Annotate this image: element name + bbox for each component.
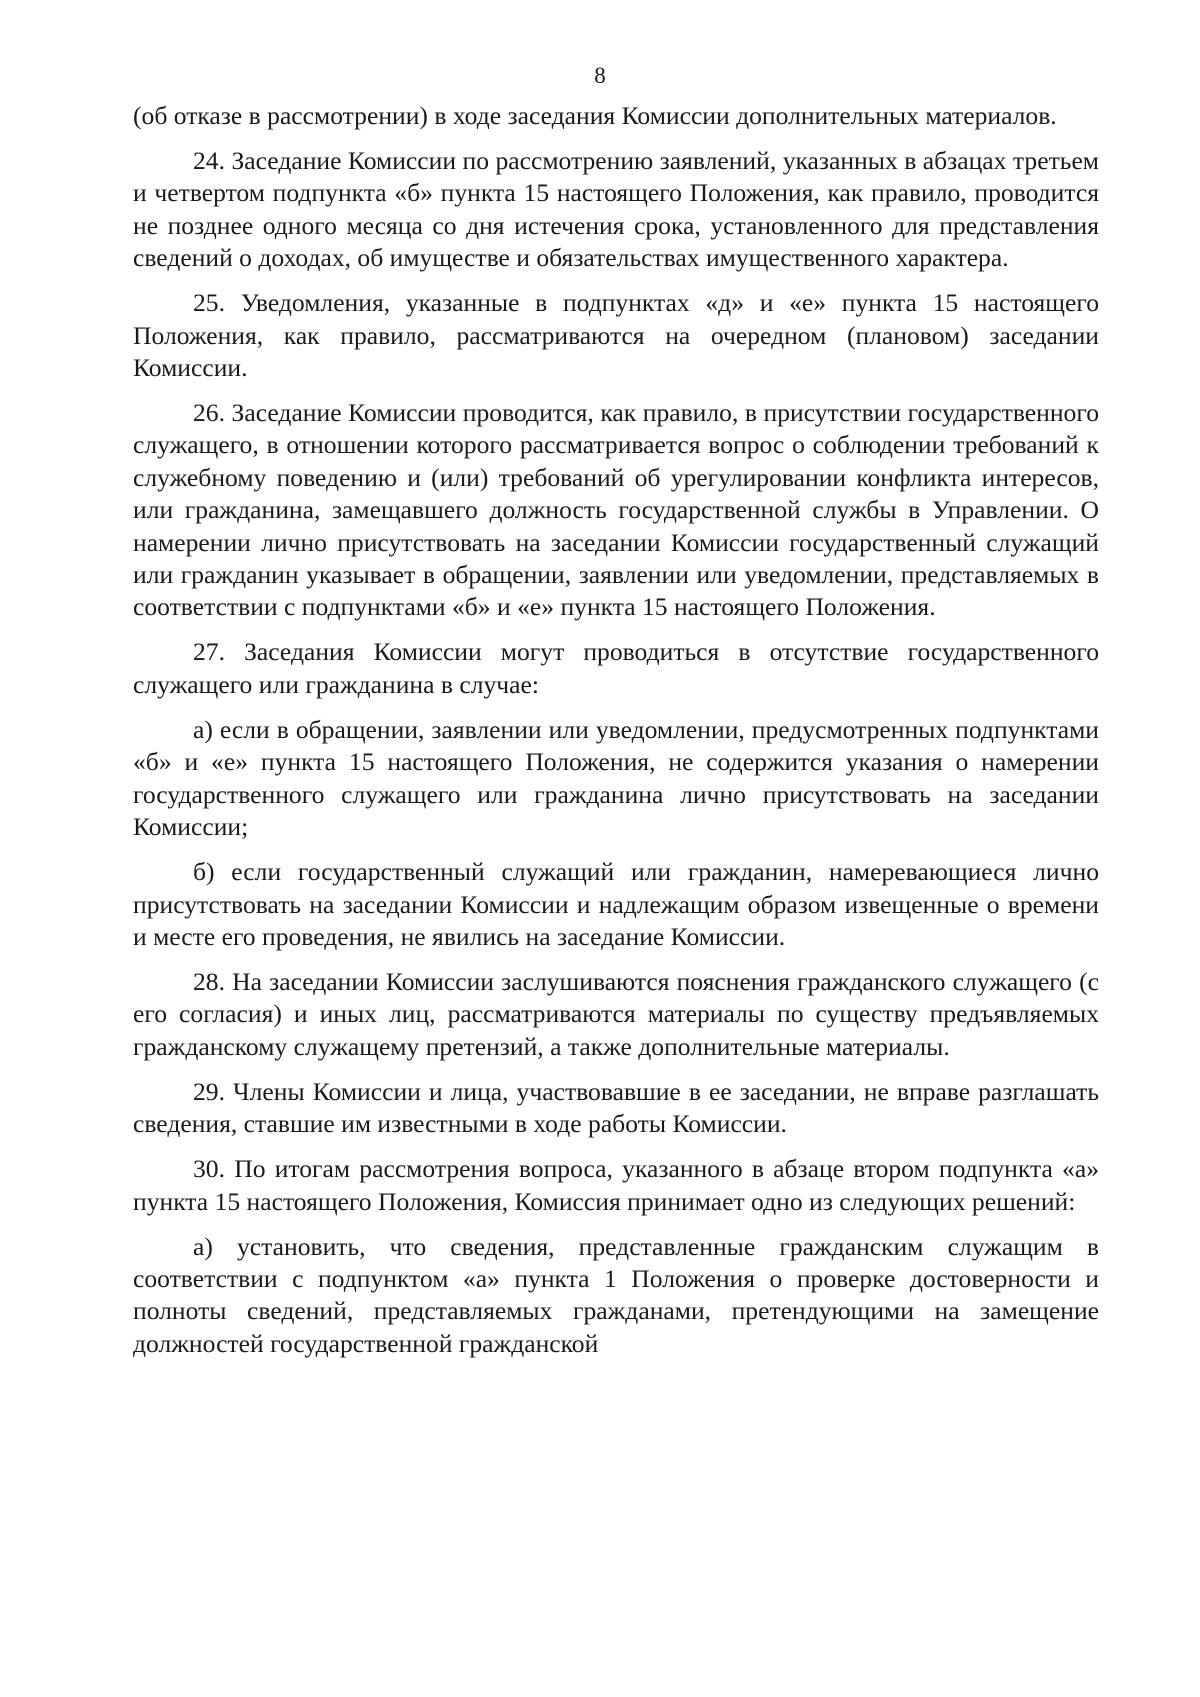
paragraph-30: 30. По итогам рассмотрения вопроса, указанного в абзаце втором подпункта «а» пункта 15 настоящего Положения, Комиссия принимает одно из следующих решений: (133, 1154, 1099, 1216)
paragraph-27: 27. Заседания Комиссии могут проводиться в отсутствие государственного служащего или гражданина в случае: (133, 637, 1099, 699)
paragraph-26: 26. Заседание Комиссии проводится, как правило, в присутствии государственного служащего, в отношении которого рассматривается вопрос о соблюдении требований к служебному поведению и (или) требований об урегулировании конфликта интересов, или гражданина, замещавшего должность государственной службы в Управлении. О намерении лично присутствовать на заседании Комиссии государственный служащий или гражданин указывает в обращении, заявлении или уведомлении, представляемых в соответствии с подпунктами «б» и «е» пункта 15 настоящего Положения. (133, 398, 1099, 622)
paragraph-28: 28. На заседании Комиссии заслушиваются пояснения гражданского служащего (с его согласия) и иных лиц, рассматриваются материалы по существу предъявляемых гражданскому служащему претензий, а также дополнительные материалы. (133, 966, 1099, 1061)
paragraph-27-a: а) если в обращении, заявлении или уведомлении, предусмотренных подпунктами «б» и «е» пункта 15 настоящего Положения, не содержится указания о намерении государственного служащего или гражданина лично присутствовать на заседании Комиссии; (133, 714, 1099, 842)
paragraph-24: 24. Заседание Комиссии по рассмотрению заявлений, указанных в абзацах третьем и четвертом подпункта «б» пункта 15 настоящего Положения, как правило, проводится не позднее одного месяца со дня истечения срока, установленного для представления сведений о доходах, об имуществе и обязательствах имущественного характера. (133, 146, 1099, 273)
paragraph-29: 29. Члены Комиссии и лица, участвовавшие в ее заседании, не вправе разглашать сведения, ставшие им известными в ходе работы Комиссии. (133, 1076, 1099, 1139)
paragraph-30-a: а) установить, что сведения, представленные гражданским служащим в соответствии с подпунктом «а» пункта 1 Положения о проверке достоверности и полноты сведений, представляемых гражданами, претендующими на замещение должностей государственной гражданской (133, 1231, 1099, 1358)
page-number: 8 (594, 63, 606, 88)
paragraph-continuation: (об отказе в рассмотрении) в ходе заседания Комиссии дополнительных материалов. (133, 101, 1057, 130)
paragraph-27-b: б) если государственный служащий или гражданин, намеревающиеся лично присутствовать на заседании Комиссии и надлежащим образом извещенные о времени и месте его проведения, не явились на заседание Комиссии. (133, 857, 1099, 951)
document-body (133, 100, 1099, 1373)
paragraph-25: 25. Уведомления, указанные в подпунктах «д» и «е» пункта 15 настоящего Положения, как правило, рассматриваются на очередном (плановом) заседании Комиссии. (133, 288, 1099, 383)
